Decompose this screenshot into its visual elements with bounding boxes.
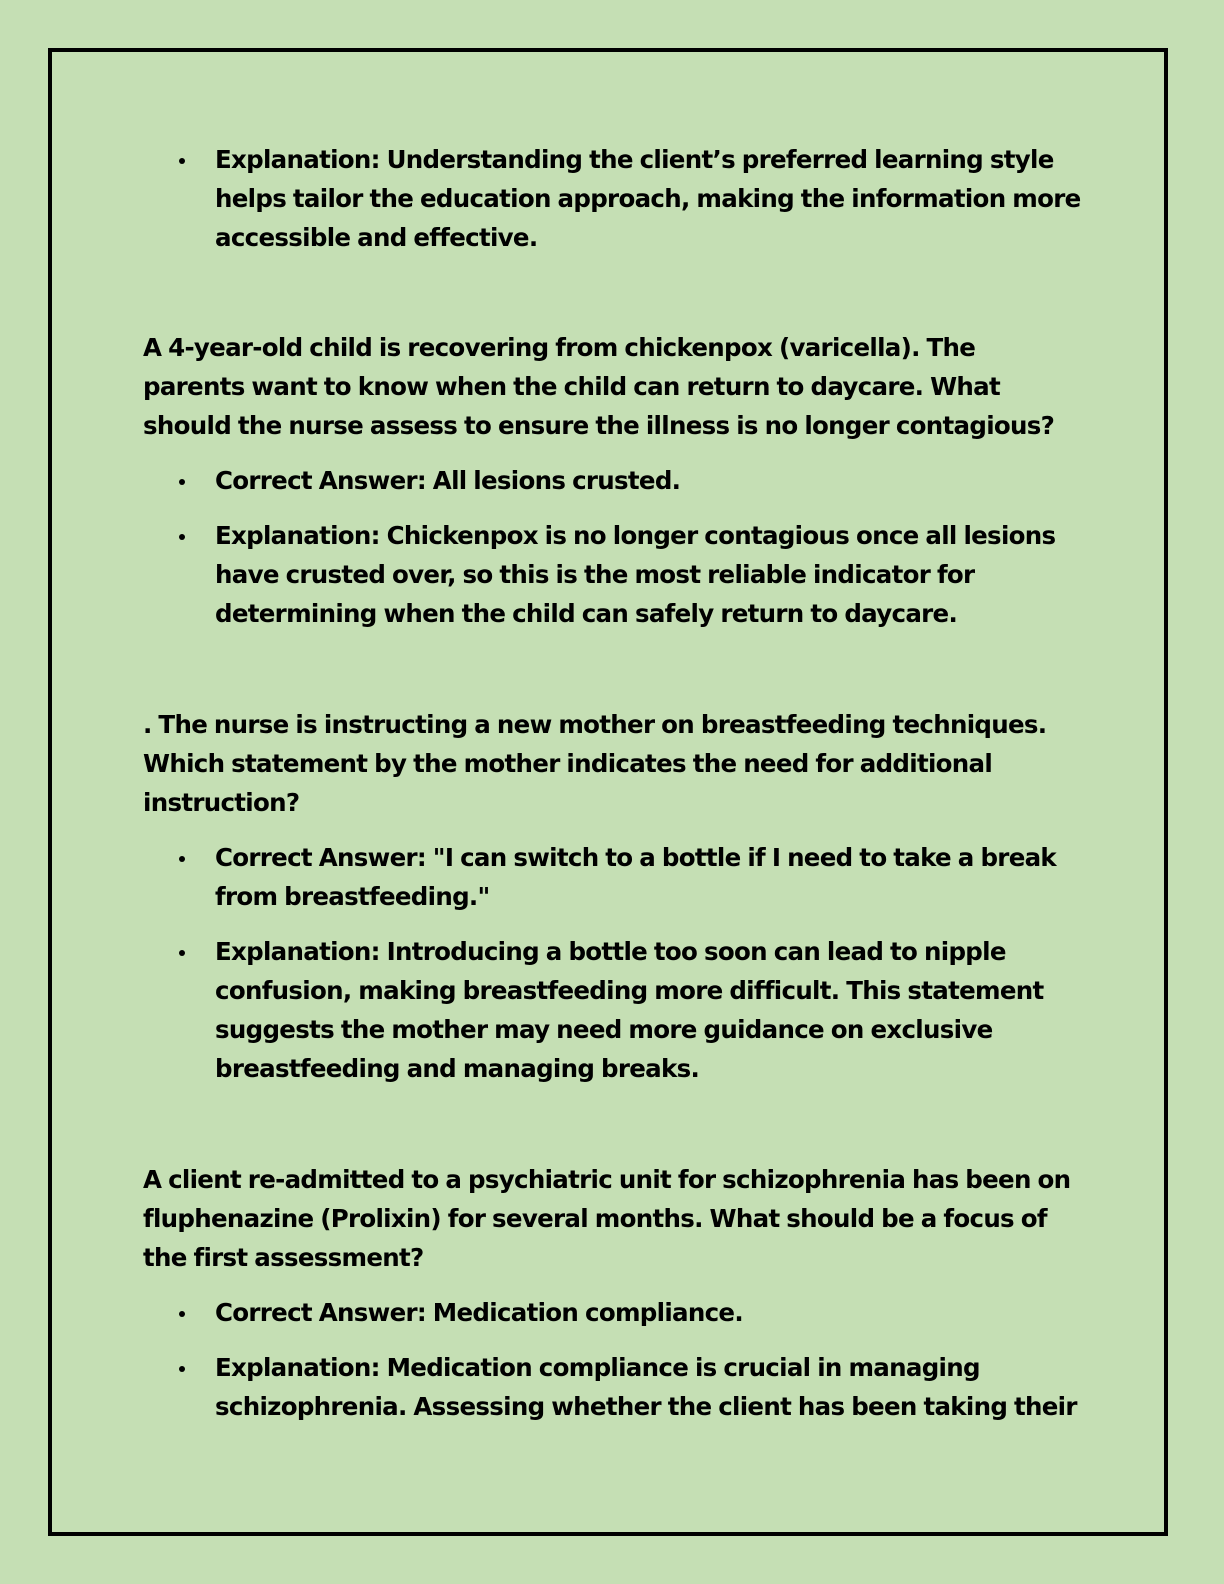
explanation-item [143,1348,1083,1426]
bullet-icon [179,1311,185,1317]
correct-answer-item [143,461,1083,500]
intro-explanation-text: Explanation: Understanding the client’s preferred learning style helps tailor the education approach, making the information more accessible and effective. [215,145,1081,252]
correct-answer-text: Correct Answer: Medication compliance. [215,1298,743,1327]
intro-bullet-list [143,140,1083,257]
question-text: A client re-admitted to a psychiatric unit for schizophrenia has been on fluphenazine (Prolixin) for several months. What should be a focus of the first assessment? [143,1165,1071,1272]
bullet-icon [179,534,185,540]
question-text: A 4-year-old child is recovering from chickenpox (varicella). The parents want to know when the child can return to daycare. What should the nurse assess to ensure the illness is no longer contagious? [143,333,1055,440]
bullet-icon [179,950,185,956]
document-content [143,140,1083,1442]
correct-answer-item [143,838,1083,916]
section-spacer [143,273,1083,328]
explanation-item [143,516,1083,633]
section-spacer [143,649,1083,705]
bullet-icon [179,158,185,164]
explanation-text: Explanation: Introducing a bottle too soon can lead to nipple confusion, making breastfeeding more difficult. This statement suggests the mother may need more guidance on exclusive breastfeeding and managing breaks. [215,937,1044,1083]
bullet-icon [179,856,185,862]
correct-answer-text: Correct Answer: All lesions crusted. [215,466,681,495]
section-spacer [143,1104,1083,1160]
bullet-icon [179,479,185,485]
question-text: . The nurse is instructing a new mother on breastfeeding techniques. Which statement by the mother indicates the need for additional instruction? [143,710,1047,817]
bullet-icon [179,1366,185,1372]
correct-answer-text: Correct Answer: "I can switch to a bottle if I need to take a break from breastfeeding." [215,843,1057,911]
explanation-text: Explanation: Medication compliance is crucial in managing schizophrenia. Assessing whether the client has been taking their [215,1353,1077,1421]
intro-explanation-item [143,140,1083,257]
answer-bullet-list [143,838,1083,1088]
explanation-item [143,932,1083,1088]
explanation-text: Explanation: Chickenpox is no longer contagious once all lesions have crusted over, so this is the most reliable indicator for determining when the child can safely return to daycare. [215,521,1056,628]
correct-answer-item [143,1293,1083,1332]
answer-bullet-list [143,1293,1083,1426]
answer-bullet-list [143,461,1083,633]
